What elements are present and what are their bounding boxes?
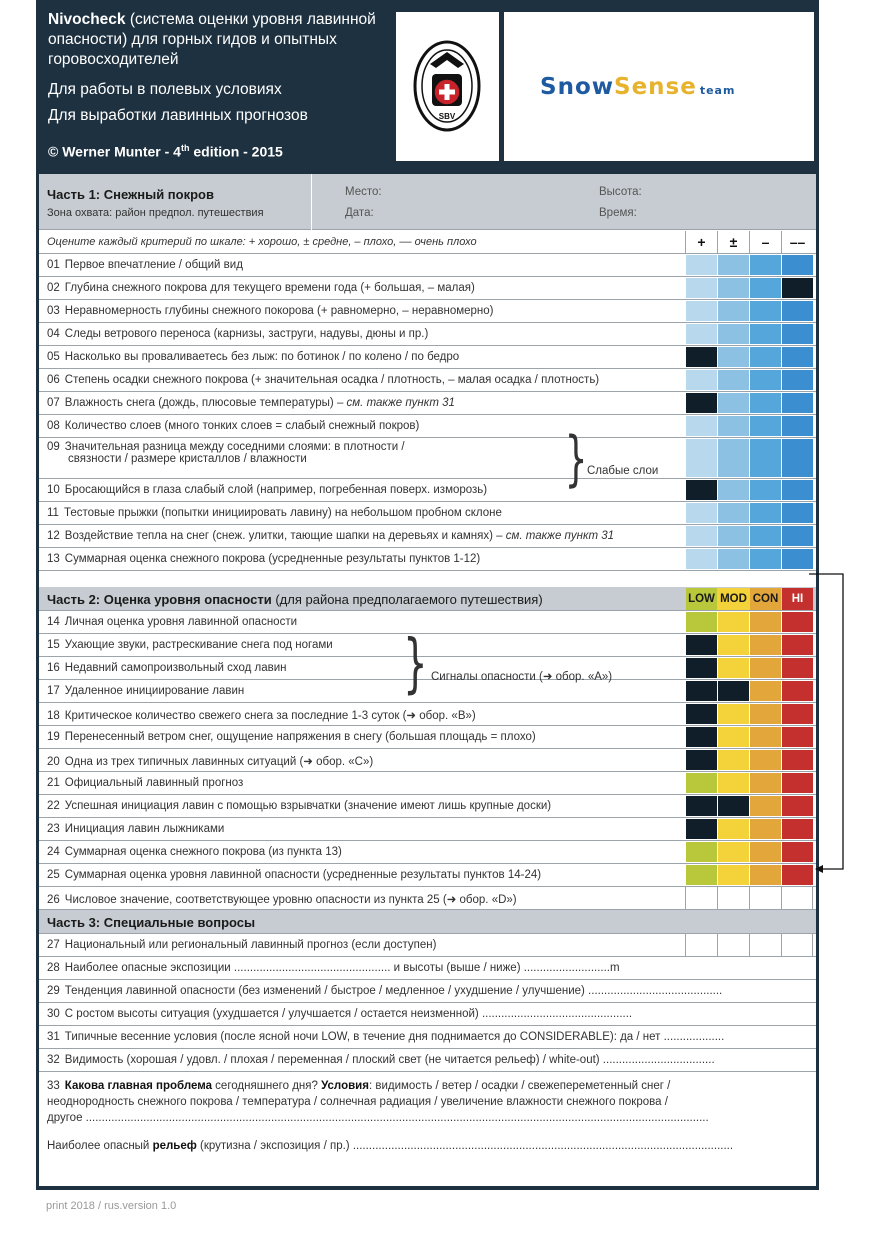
level-cell[interactable] (686, 842, 717, 862)
level-cell[interactable] (686, 681, 717, 701)
level-cell[interactable] (782, 865, 813, 885)
row-number: 06 (47, 374, 60, 386)
rating-cell[interactable] (718, 480, 749, 500)
part3-row-31 (39, 1026, 816, 1049)
rating-cell[interactable] (750, 324, 781, 344)
level-cell[interactable] (750, 773, 781, 793)
rating-cell[interactable] (718, 347, 749, 367)
row-number: 15 (47, 639, 60, 651)
row-text: Официальный лавинный прогноз (64, 777, 244, 789)
footer-note: print 2018 / rus.version 1.0 (46, 1200, 177, 1212)
part2-row-24 (39, 841, 816, 864)
level-cell[interactable] (686, 796, 717, 816)
level-cell[interactable] (782, 819, 813, 839)
row-number: 19 (47, 731, 60, 743)
row-label (47, 420, 419, 432)
part1-row-07 (39, 392, 816, 415)
row-text: Числовое значение, соответствующее уровню опасности из пункта 25 (➜ обор. «D») (64, 894, 517, 906)
weak-layers-brace: } (564, 424, 588, 494)
row-number: 26 (47, 894, 60, 906)
rating-cell[interactable] (750, 301, 781, 321)
row-number: 01 (47, 259, 60, 271)
snowsense-logo (504, 12, 814, 161)
q33-text1: сегодняшнего дня? (211, 1080, 322, 1092)
part1-title: Часть 1: Снежный покров (47, 187, 214, 202)
forecast-cell[interactable] (781, 934, 813, 956)
rating-cell[interactable] (718, 324, 749, 344)
level-cell[interactable] (718, 819, 749, 839)
part3-row-28 (39, 957, 816, 980)
rating-cell[interactable] (782, 526, 813, 546)
level-cell[interactable] (718, 842, 749, 862)
part1-row-09 (39, 438, 816, 479)
danger-signals-label: Сигналы опасности (➜ обор. «A») (431, 671, 613, 683)
row-label (47, 484, 487, 496)
level-cell[interactable] (718, 612, 749, 632)
row-label (47, 282, 475, 294)
row-text: Одна из трех типичных лавинных ситуаций (➜ обор. «C») (64, 756, 374, 768)
header-text (48, 10, 398, 162)
row-text: Ухающие звуки, растрескивание снега под ногами (64, 639, 333, 651)
row-text: Успешная инициация лавин с помощью взрывчатки (значение имеют лишь крупные доски) (64, 800, 552, 812)
rating-cell[interactable] (718, 255, 749, 275)
part1-row-12 (39, 525, 816, 548)
rating-cell[interactable] (686, 255, 717, 275)
row-text: Количество слоев (много тонких слоев = слабый снежный покров) (64, 420, 420, 432)
row-label (47, 708, 476, 722)
row-text: Тестовые прыжки (попытки инициировать лавину) на небольшом пробном склоне (63, 507, 502, 519)
row-label (47, 1031, 724, 1043)
rating-cell[interactable] (718, 526, 749, 546)
question-33 (47, 1078, 812, 1154)
rating-cell[interactable] (686, 480, 717, 500)
rating-cell[interactable] (718, 503, 749, 523)
scale-header-2: – (749, 231, 781, 253)
row-text: Первое впечатление / общий вид (64, 259, 243, 271)
row-number: 05 (47, 351, 60, 363)
part1-row-02 (39, 277, 816, 300)
snowsense-sense: Sense (614, 74, 697, 100)
level-cell[interactable] (686, 612, 717, 632)
row-text: Степень осадки снежного покрова (+ значительная осадка / плотность, – малая осадка / плотность) (64, 374, 600, 386)
rating-cell[interactable] (686, 347, 717, 367)
row-label (47, 328, 428, 340)
row-text: Значительная разница между соседними слоями: в плотности / (64, 441, 405, 453)
sbv-emblem-icon (396, 12, 499, 161)
level-cell[interactable] (782, 704, 813, 724)
row-label (47, 507, 502, 519)
level-cell[interactable] (750, 635, 781, 655)
time-field[interactable]: Время: (599, 207, 637, 219)
rating-cell[interactable] (718, 301, 749, 321)
row-number: 33 (47, 1080, 60, 1092)
header (36, 0, 819, 170)
row-number: 13 (47, 553, 60, 565)
relief-bold: рельеф (152, 1140, 197, 1152)
part2-title (47, 592, 543, 607)
rating-cell[interactable] (750, 278, 781, 298)
part3-row-30 (39, 1003, 816, 1026)
rating-cell[interactable] (686, 526, 717, 546)
rating-cell[interactable] (782, 439, 813, 477)
row-label (47, 777, 243, 789)
row-label (47, 374, 599, 386)
row-label (47, 351, 459, 363)
forecast-cell[interactable] (749, 934, 781, 956)
edition-line (48, 138, 398, 162)
level-header-con: CON (750, 588, 781, 610)
level-cell[interactable] (781, 887, 813, 909)
row-label (47, 985, 722, 997)
level-cell[interactable] (718, 635, 749, 655)
row-text: Влажность снега (дождь, плюсовые температуры) – (64, 397, 347, 409)
part2-row-23 (39, 818, 816, 841)
row-number: 16 (47, 662, 60, 674)
row-number: 25 (47, 869, 60, 881)
row-text: Личная оценка уровня лавинной опасности (64, 616, 298, 628)
level-cell[interactable] (686, 635, 717, 655)
level-cell[interactable] (718, 796, 749, 816)
level-header-hi: HI (782, 588, 813, 610)
row-number: 30 (47, 1008, 60, 1020)
level-cell[interactable] (686, 865, 717, 885)
row-label (47, 800, 551, 812)
level-cell[interactable] (782, 635, 813, 655)
row-text: Глубина снежного покрова для текущего времени года (+ большая, – малая) (64, 282, 475, 294)
part3-header (39, 910, 816, 934)
level-cell[interactable] (686, 658, 717, 678)
row-text: Недавний самопроизвольный сход лавин (64, 662, 287, 674)
level-cell[interactable] (750, 750, 781, 770)
part1-row-13 (39, 548, 816, 571)
row-text-italic: см. также пункт 31 (505, 530, 615, 542)
level-header-low: LOW (686, 588, 717, 610)
row-number: 04 (47, 328, 60, 340)
row-text: Следы ветрового переноса (карнизы, заструги, надувы, дюны и пр.) (64, 328, 429, 340)
part1-row-05 (39, 346, 816, 369)
level-cell[interactable] (718, 750, 749, 770)
row-label (47, 397, 455, 409)
row-label (47, 823, 224, 835)
row-number: 17 (47, 685, 60, 697)
level-cell[interactable] (686, 750, 717, 770)
edition-b: edition - 2015 (189, 143, 283, 160)
level-cell[interactable] (750, 727, 781, 747)
scale-text: Оцените каждый критерий по шкале: + хорошо, ± средне, – плохо, –– очень плохо (47, 236, 477, 248)
row-label (47, 939, 436, 951)
edition-a: © Werner Munter - 4 (48, 143, 181, 160)
row-label (47, 530, 614, 542)
rating-cell[interactable] (750, 255, 781, 275)
row-label (47, 441, 405, 465)
level-header-mod: MOD (718, 588, 749, 610)
row-text: Тенденция лавинной опасности (без изменений / быстрое / медленное / ухудшение / улучшение) .......................................... (64, 985, 723, 997)
rating-cell[interactable] (686, 439, 717, 477)
relief-c: (крутизна / экспозиция / пр.) ....................................................................................................................... (196, 1140, 734, 1152)
rating-cell[interactable] (750, 503, 781, 523)
rating-cell[interactable] (718, 393, 749, 413)
row-number: 20 (47, 756, 60, 768)
part1-row-06 (39, 369, 816, 392)
rating-cell[interactable] (750, 416, 781, 436)
level-cell[interactable] (686, 819, 717, 839)
row-number: 22 (47, 800, 60, 812)
level-cell[interactable] (718, 727, 749, 747)
snowsense-team: team (699, 84, 736, 97)
scale-row (39, 231, 816, 254)
row-number: 10 (47, 484, 60, 496)
rating-cell[interactable] (686, 549, 717, 569)
level-cell[interactable] (749, 887, 781, 909)
q33-line1 (47, 1078, 812, 1094)
level-cell[interactable] (750, 681, 781, 701)
snowsense-wordmark (540, 74, 735, 100)
row-label (47, 1008, 632, 1020)
row-label (47, 754, 373, 768)
rating-cell[interactable] (718, 370, 749, 390)
header-line-field: Для работы в полевых условиях (48, 81, 282, 98)
row-number: 29 (47, 985, 60, 997)
row-text: Наиболее опасные экспозиции ................................................. и высоты (выше / ниже) ...........................m (64, 962, 620, 974)
rating-cell[interactable] (718, 549, 749, 569)
row-label (47, 1054, 715, 1066)
level-cell[interactable] (718, 773, 749, 793)
relief-a: Наиболее опасный (47, 1140, 153, 1152)
row-text: С ростом высоты ситуация (ухудшается / улучшается / остается неизменной) ............................................... (64, 1008, 633, 1020)
rating-cell[interactable] (750, 370, 781, 390)
row-number: 31 (47, 1031, 60, 1043)
scale-header-1: ± (717, 231, 749, 253)
sbv-text: SBV (438, 112, 456, 121)
level-cell[interactable] (750, 796, 781, 816)
row-number: 28 (47, 962, 60, 974)
row-text: Национальный или региональный лавинный прогноз (если доступен) (64, 939, 437, 951)
rating-cell[interactable] (782, 347, 813, 367)
rating-cell[interactable] (782, 255, 813, 275)
rating-cell[interactable] (718, 416, 749, 436)
row-text: Бросающийся в глаза слабый слой (например, погребенная поверх. изморозь) (64, 484, 488, 496)
level-cell[interactable] (686, 773, 717, 793)
sbv-logo (396, 12, 499, 161)
edition-sup: th (180, 143, 190, 153)
row-text: Воздействие тепла на снег (снеж. улитки, тающие шапки на деревьях и камнях) – (64, 530, 506, 542)
part2-header (39, 587, 816, 611)
row-label (47, 616, 297, 628)
level-cell[interactable] (750, 842, 781, 862)
part2-row-26 (39, 887, 816, 910)
level-cell[interactable] (782, 773, 813, 793)
level-cell[interactable] (782, 796, 813, 816)
rating-cell[interactable] (686, 278, 717, 298)
part3-title: Часть 3: Специальные вопросы (47, 915, 256, 930)
scale-header-3: –– (781, 231, 813, 253)
part2-row-22 (39, 795, 816, 818)
header-title (48, 10, 398, 70)
row-number: 12 (47, 530, 60, 542)
rating-cell[interactable] (750, 439, 781, 477)
brand-name: Nivocheck (48, 11, 126, 28)
part2-row-18 (39, 703, 816, 726)
rating-cell[interactable] (686, 503, 717, 523)
rating-cell[interactable] (782, 503, 813, 523)
row-text-line2: связности / размере кристаллов / влажности (68, 453, 307, 465)
rating-cell[interactable] (750, 526, 781, 546)
rating-cell[interactable] (686, 301, 717, 321)
q33-relief[interactable] (47, 1138, 812, 1154)
rating-cell[interactable] (750, 347, 781, 367)
part1-row-08 (39, 415, 816, 438)
row-number: 14 (47, 616, 60, 628)
q33-bold2: Условия (321, 1080, 369, 1092)
row-text: Суммарная оценка уровня лавинной опасности (усредненные результаты пунктов 14-24) (64, 869, 542, 881)
row-label (47, 892, 517, 906)
row-number: 18 (47, 710, 60, 722)
row-number: 03 (47, 305, 60, 317)
row-label (47, 662, 287, 674)
altitude-field[interactable]: Высота: (599, 186, 642, 198)
row-number: 11 (47, 507, 59, 519)
q33-text2: : видимость / ветер / осадки / свежепереметенный снег / (368, 1080, 671, 1092)
level-cell[interactable] (686, 727, 717, 747)
rating-cell[interactable] (750, 549, 781, 569)
row-label (47, 731, 536, 743)
row-label (47, 962, 620, 974)
row-label (47, 685, 244, 697)
row-number: 24 (47, 846, 60, 858)
part2-title-bold: Часть 2: Оценка уровня опасности (47, 592, 272, 607)
level-cell[interactable] (782, 842, 813, 862)
row-number: 32 (47, 1054, 60, 1066)
rating-cell[interactable] (782, 370, 813, 390)
level-cell[interactable] (782, 658, 813, 678)
level-cell[interactable] (718, 704, 749, 724)
level-cell[interactable] (718, 658, 749, 678)
level-cell[interactable] (750, 658, 781, 678)
q33-bold1: Какова главная проблема (64, 1080, 212, 1092)
part1-row-04 (39, 323, 816, 346)
level-cell[interactable] (718, 681, 749, 701)
part3-row-32 (39, 1049, 816, 1072)
rating-cell[interactable] (686, 324, 717, 344)
row-text: Суммарная оценка снежного покрова (из пункта 13) (64, 846, 342, 858)
level-cell[interactable] (685, 887, 717, 909)
rating-cell[interactable] (718, 439, 749, 477)
part1-row-03 (39, 300, 816, 323)
checklist-sheet (36, 0, 819, 1190)
part1-row-10 (39, 479, 816, 502)
row-number: 08 (47, 420, 60, 432)
row-label (47, 553, 480, 565)
forecast-cell[interactable] (717, 934, 749, 956)
part1-row-11 (39, 502, 816, 525)
part1-subtitle: Зона охвата: район предпол. путешествия (47, 207, 264, 219)
rating-cell[interactable] (750, 480, 781, 500)
row-number: 27 (47, 939, 60, 951)
row-label (47, 869, 541, 881)
level-cell[interactable] (782, 750, 813, 770)
rating-cell[interactable] (782, 416, 813, 436)
row-number: 21 (47, 777, 60, 789)
date-field[interactable]: Дата: (345, 207, 374, 219)
level-cell[interactable] (750, 612, 781, 632)
q33-line3[interactable]: другое ................................................................................................................................................................................................... (47, 1112, 709, 1124)
part1-row-01 (39, 254, 816, 277)
level-cell[interactable] (750, 819, 781, 839)
row-text: Критическое количество свежего снега за последние 1-3 суток (➜ обор. «B») (64, 710, 476, 722)
level-cell[interactable] (717, 887, 749, 909)
level-cell[interactable] (718, 865, 749, 885)
part1-divider (311, 174, 312, 230)
level-cell[interactable] (686, 704, 717, 724)
row-number: 07 (47, 397, 60, 409)
rating-cell[interactable] (782, 480, 813, 500)
row-text: Суммарная оценка снежного покрова (усредненные результаты пунктов 1-12) (64, 553, 481, 565)
part2-row-20 (39, 749, 816, 772)
row-text: Перенесенный ветром снег, ощущение напряжения в снегу (большая площадь = плохо) (64, 731, 536, 743)
part2-row-19 (39, 726, 816, 749)
part1-header (39, 174, 816, 230)
level-cell[interactable] (750, 704, 781, 724)
rating-cell[interactable] (686, 416, 717, 436)
row-text: Инициация лавин лыжниками (64, 823, 225, 835)
row-text: Типичные весенние условия (после ясной ночи LOW, в течение дня поднимается до CONSIDERABLE): да / нет ................... (64, 1031, 725, 1043)
header-title-rest: (система оценки уровня лавинной опасности) для горных гидов и опытных горовосходителей (48, 11, 376, 68)
rating-cell[interactable] (782, 278, 813, 298)
danger-signals-brace: } (403, 627, 428, 701)
q33-line2: неоднородность снежного покрова / температура / солнечная радиация / увеличение влажности снежного покрова / (47, 1096, 668, 1108)
place-field[interactable]: Место: (345, 186, 382, 198)
row-text: Удаленное инициирование лавин (64, 685, 245, 697)
rating-cell[interactable] (782, 549, 813, 569)
rating-cell[interactable] (686, 393, 717, 413)
row-number: 23 (47, 823, 60, 835)
rating-cell[interactable] (718, 278, 749, 298)
level-cell[interactable] (750, 865, 781, 885)
rating-cell[interactable] (782, 393, 813, 413)
row-text: Насколько вы проваливаетесь без лыж: по ботинок / по колено / по бедро (64, 351, 460, 363)
part2-title-rest: (для района предполагаемого путешествия) (271, 592, 543, 607)
connector-arrow-icon (813, 564, 863, 884)
weak-layers-label: Слабые слои (587, 465, 659, 477)
rating-cell[interactable] (750, 393, 781, 413)
snowsense-snow: Snow (540, 74, 614, 100)
rating-cell[interactable] (686, 370, 717, 390)
row-text: Видимость (хорошая / удовл. / плохая / переменная / плоский свет (не читается рельеф) / white-out) ................................... (64, 1054, 715, 1066)
row-text: Неравномерность глубины снежного покорова (+ равномерно, – неравномерно) (64, 305, 494, 317)
row-number: 02 (47, 282, 60, 294)
scale-header-0: + (685, 231, 717, 253)
part3-row-27 (39, 934, 816, 957)
row-label (47, 259, 243, 271)
row-number: 09 (47, 441, 60, 453)
form-body (39, 174, 816, 1186)
row-text-italic: см. также пункт 31 (346, 397, 455, 409)
rating-cell[interactable] (782, 301, 813, 321)
row-label (47, 639, 333, 651)
row-label (47, 846, 342, 858)
level-cell[interactable] (782, 681, 813, 701)
forecast-cell[interactable] (685, 934, 717, 956)
row-label (47, 305, 494, 317)
rating-cell[interactable] (782, 324, 813, 344)
part3-row-29 (39, 980, 816, 1003)
level-cell[interactable] (782, 612, 813, 632)
level-cell[interactable] (782, 727, 813, 747)
part2-row-25 (39, 864, 816, 887)
header-line-forecast: Для выработки лавинных прогнозов (48, 107, 308, 124)
part2-row-21 (39, 772, 816, 795)
